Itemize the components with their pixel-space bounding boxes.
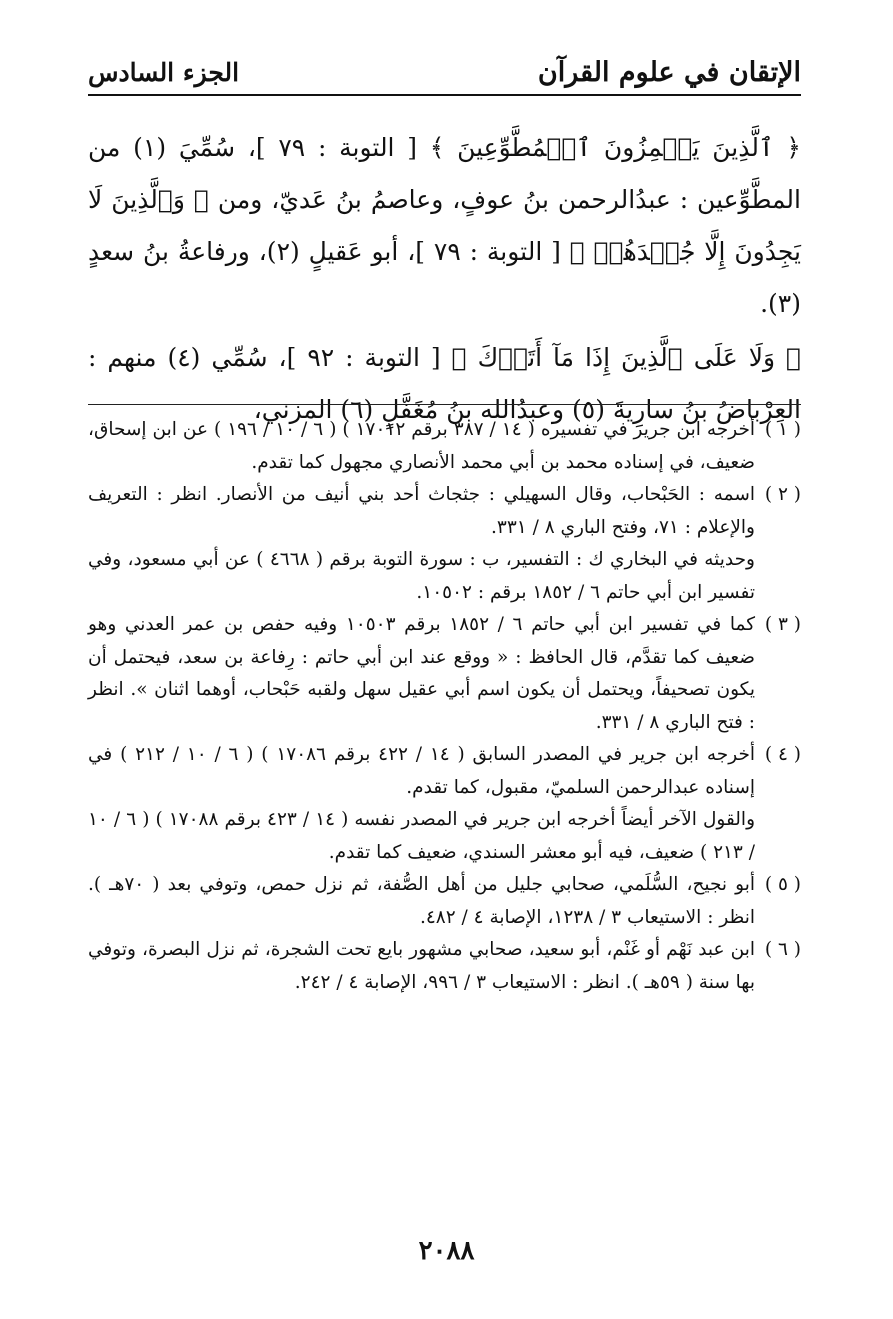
main-paragraph: ﴿ ٱلَّذِينَ يَلۡمِزُونَ ٱلۡمُطَّوِّعِينَ ﴾ [ التوبة : ٧٩ ]، سُمِّيَ (١) من المطَّوِّعين : عبدُالرحمن بنُ عوفٍ، وعاصمُ بنُ عَديّ، ومن ﴿ وَٱلَّذِينَ لَا يَجِدُونَ إِلَّا جُهۡدَهُمۡ ﴾ [ التوبة : ٧٩ ]، أبو عَقيلٍ (٢)، ورفاعةُ بنُ سعدٍ (٣). [88, 133, 801, 318]
book-title: الإتقان في علوم القرآن [537, 56, 801, 88]
footnote-number: ( ٦ ) [764, 939, 801, 960]
footnote-text: كما في تفسير ابن أبي حاتم ٦ / ١٨٥٢ برقم ١٠٥٠٣ وفيه حفص بن عمر العدني وهو ضعيف كما تقدَّم، قال الحافظ : « ووقع عند ابن أبي حاتم : رِفاعة بن سعد، فيحتمل أن يكون تصحيفاً، ويحتمل أن يكون اسم أبي عقيل سهل ولقبه حَبْحاب، أوهما اثنان ». انظر : فتح الباري ٨ / ٣٣١. [88, 614, 755, 733]
footnote-text: اسمه : الحَبْحاب، وقال السهيلي : جثجاث أحد بني أنيف من الأنصار. انظر : التعريف والإعلام : ٧١، وفتح الباري ٨ / ٣٣١. [88, 484, 755, 538]
footnote-4-continuation: والقول الآخر أيضاً أخرجه ابن جرير في المصدر نفسه ( ١٤ / ٤٢٣ برقم ١٧٠٨٨ ) ( ٦ / ١٠ / ٢١٣ ) ضعيف، فيه أبو معشر السندي، ضعيف كما تقدم. [88, 809, 756, 863]
footnote-3 [88, 609, 801, 739]
footnote-2 [88, 479, 801, 544]
footnote-6 [88, 934, 801, 999]
footnote-1 [88, 414, 801, 479]
footnote-number: ( ٣ ) [764, 614, 801, 635]
volume-label: الجزء السادس [88, 57, 240, 87]
main-text [88, 122, 801, 436]
page-number: ٢٠٨٨ [418, 1236, 475, 1266]
running-header [88, 50, 801, 96]
footnote-text: أبو نجيح، السُّلَمي، صحابي جليل من أهل الصُّفة، ثم نزل حمص، وتوفي بعد ( ٧٠هـ ). انظر : الاستيعاب ٣ / ١٢٣٨، الإصابة ٤ / ٤٨٢. [88, 874, 755, 928]
main-paragraph: ﴿ وَلَا عَلَى ٱلَّذِينَ إِذَا مَآ أَتَوۡكَ ﴾ [ التوبة : ٩٢ ]، سُمِّي (٤) منهم : العِرْباضُ بنُ سارِيةَ (٥) وعبدُالله بنُ مُغَفَّلٍ (٦) المزني، [88, 343, 801, 424]
footnote-2-continuation: وحديثه في البخاري ك : التفسير، ب : سورة التوبة برقم ( ٤٦٦٨ ) عن أبي مسعود، وفي تفسير ابن أبي حاتم ٦ / ١٨٥٢ برقم : ١٠٥٠٢. [88, 549, 755, 603]
footnote-4 [88, 739, 801, 804]
footnote-number: ( ٢ ) [764, 484, 801, 505]
footnote-5 [88, 869, 801, 934]
footnotes [88, 414, 801, 999]
footnote-text: أخرجه ابن جرير في تفسيره ( ١٤ / ٣٨٧ برقم ١٧٠١٢ ) ( ٦ / ١٠ / ١٩٦ ) عن ابن إسحاق، ضعيف، في إسناده محمد بن أبي محمد الأنصاري مجهول كما تقدم. [88, 419, 756, 473]
footnote-divider [88, 404, 801, 405]
footnote-number: ( ٤ ) [764, 744, 802, 765]
footnote-number: ( ١ ) [764, 419, 802, 440]
footnote-text: ابن عبد نَهْم أو غَنْم، أبو سعيد، صحابي مشهور بايع تحت الشجرة، ثم نزل البصرة، وتوفي بها سنة ( ٥٩هـ ). انظر : الاستيعاب ٣ / ٩٩٦، الإصابة ٤ / ٢٤٢. [88, 939, 755, 993]
footnote-number: ( ٥ ) [764, 874, 801, 895]
footnote-text: أخرجه ابن جرير في المصدر السابق ( ١٤ / ٤٢٢ برقم ١٧٠٨٦ ) ( ٦ / ١٠ / ٢١٢ ) في إسناده عبدالرحمن السلميّ، مقبول، كما تقدم. [88, 744, 756, 798]
